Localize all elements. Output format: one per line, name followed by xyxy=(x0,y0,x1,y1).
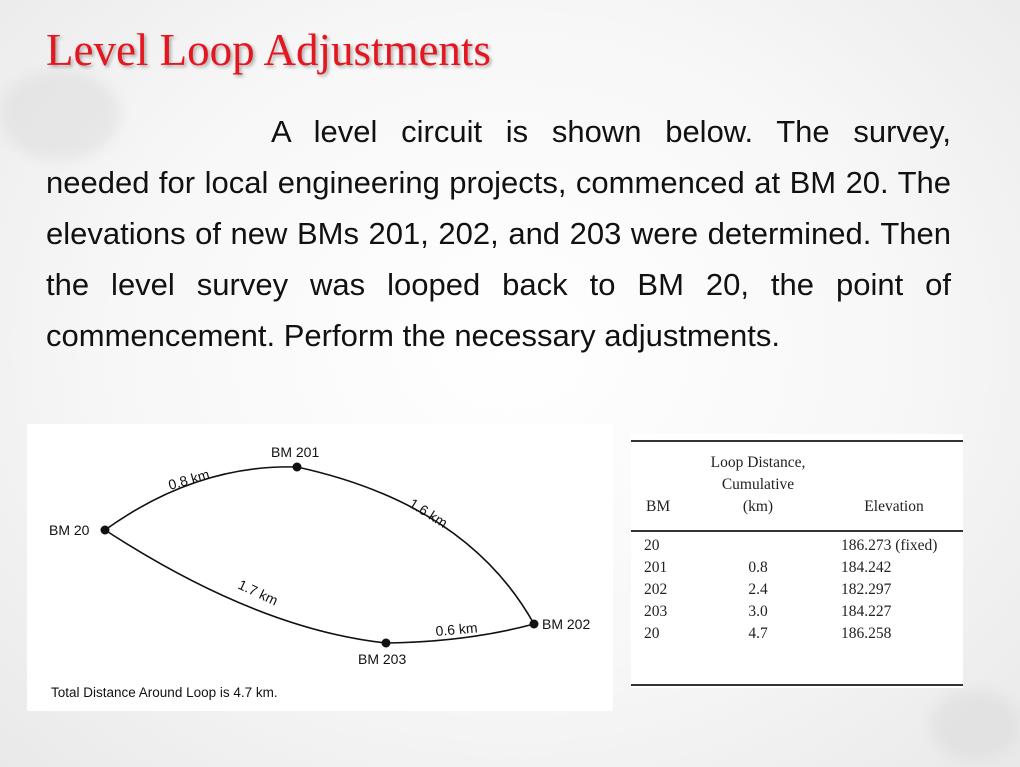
bm201-label: BM 201 xyxy=(271,444,320,460)
bm-cell: 203 xyxy=(644,603,668,620)
bm203-label: BM 203 xyxy=(358,651,407,667)
bm201-point xyxy=(293,463,302,472)
distance-label-bm203-bm20: 1.7 km xyxy=(235,576,281,609)
loop-header-line: (km) xyxy=(742,498,774,515)
background-decoration xyxy=(930,690,1020,760)
distance-cell: 3.0 xyxy=(748,603,768,620)
elevation-cell: 184.242 xyxy=(841,559,892,576)
elevation-header: Elevation xyxy=(864,498,924,515)
table-row xyxy=(631,537,963,559)
distance-label-bm20-bm201: 0.8 km xyxy=(166,465,212,493)
elevation-cell: 184.227 xyxy=(841,603,892,620)
loop-distance-header xyxy=(693,452,823,518)
table-header-rule xyxy=(631,530,963,532)
segment-bm201-bm202 xyxy=(297,467,534,624)
bm202-point xyxy=(530,620,539,629)
loop-total-caption: Total Distance Around Loop is 4.7 km. xyxy=(51,685,278,700)
table-top-rule xyxy=(631,440,963,442)
table-row xyxy=(631,581,963,603)
elevation-cell: 186.273 (fixed) xyxy=(841,537,938,554)
level-loop-diagram xyxy=(27,424,613,711)
elevation-table xyxy=(631,434,963,688)
table-row xyxy=(631,559,963,581)
bm-cell: 20 xyxy=(644,625,660,642)
bm202-label: BM 202 xyxy=(542,616,591,632)
distance-label-bm201-bm202: 1.6 km xyxy=(406,494,451,531)
bm-header: BM xyxy=(646,498,671,515)
distance-cell: 2.4 xyxy=(748,581,768,598)
bm20-point xyxy=(101,526,110,535)
slide-title: Level Loop Adjustments xyxy=(46,25,491,75)
distance-cell: 0.8 xyxy=(748,559,768,576)
bm-cell: 20 xyxy=(644,537,660,554)
bm-cell: 201 xyxy=(644,559,668,576)
distance-cell: 4.7 xyxy=(748,625,768,642)
table-row xyxy=(631,603,963,625)
loop-header-line: Loop Distance, xyxy=(710,454,806,471)
loop-diagram-svg xyxy=(27,424,613,711)
distance-label-bm202-bm203: 0.6 km xyxy=(434,619,479,639)
elevation-cell: 186.258 xyxy=(841,625,892,642)
bm203-point xyxy=(382,639,391,648)
loop-header-line: Cumulative xyxy=(721,476,795,493)
elevation-cell: 182.297 xyxy=(841,581,892,598)
table-bottom-rule xyxy=(631,684,963,686)
table-row xyxy=(631,625,963,647)
bm-cell: 202 xyxy=(644,581,668,598)
bm20-label: BM 20 xyxy=(49,522,90,538)
problem-statement: A level circuit is shown below. The survey, needed for local engineering projects, commenced at BM 20. The elevations of new BMs 201, 202, and 203 were determined. Then the level survey was looped back to BM 20, the point of commencement. Perform the necessary adjustments. xyxy=(46,114,951,353)
